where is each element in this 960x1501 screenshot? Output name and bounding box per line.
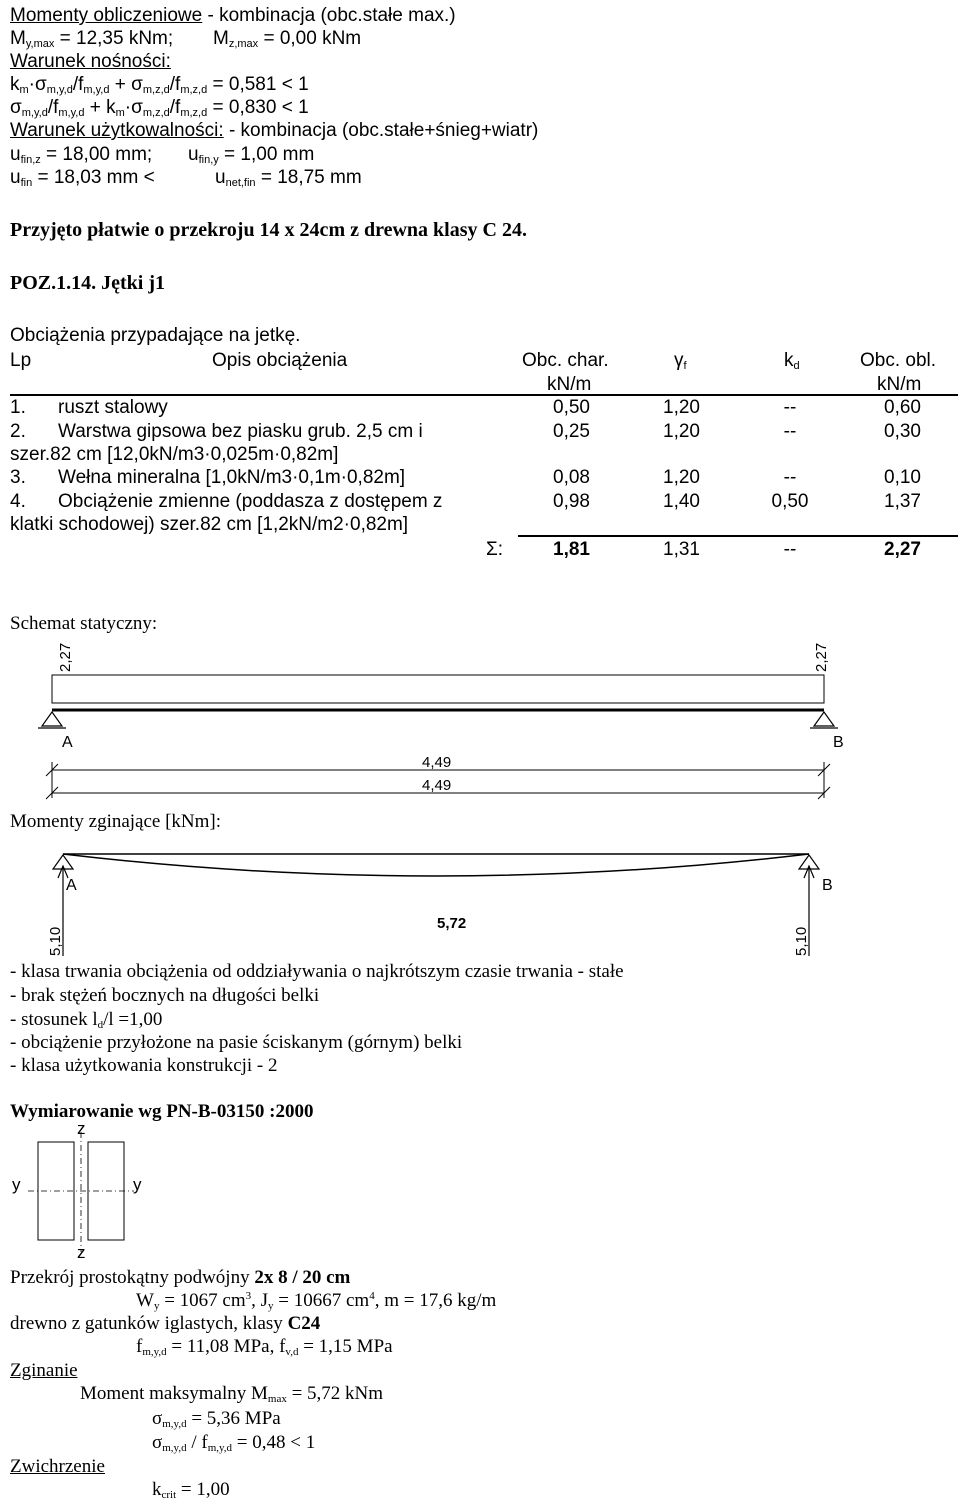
- sum-char: 1,81: [553, 539, 590, 560]
- row-3-gamma: 1,20: [663, 467, 700, 488]
- row-1-kd: --: [783, 397, 797, 418]
- reaction-right-value: 5,10: [793, 926, 810, 956]
- row-1-desc: ruszt stalowy: [58, 397, 168, 418]
- ufin-z-value: = 18,00 mm;: [40, 144, 153, 165]
- ufin-z-line: $u_{fin,z} = 18,00$ mm;: [10, 144, 153, 166]
- support-b-label: B: [833, 734, 844, 751]
- sum-gamma: 1,31: [663, 539, 700, 560]
- load-right-value: 2,27: [813, 642, 830, 672]
- row-2-kd: --: [783, 421, 797, 442]
- row-3-kd: --: [783, 467, 797, 488]
- axis-z-bottom-label: z: [77, 1243, 86, 1262]
- col-kd-symbol: k: [784, 350, 794, 371]
- stress-ratio-line: $\sigma_{m,y,d} / f_{m,y,d} = 0,48 < 1$: [152, 1432, 316, 1454]
- moment-support-a-label: A: [66, 877, 77, 894]
- capacity-heading: Warunek nośności:: [10, 51, 171, 72]
- row-2-lp: 2.: [10, 421, 26, 442]
- row-1-lp: 1.: [10, 397, 26, 418]
- cross-section-drawing: [0, 1118, 220, 1268]
- m-y-max-value: 12,35 kNm;: [76, 28, 174, 49]
- mmax-prefix: Moment maksymalny M: [80, 1383, 268, 1404]
- strength-line: $f_{m,y,d} = 11,08$ MPa, $f_{v,d} = 1,15$ MPa: [136, 1336, 393, 1358]
- row-2-char: 0,25: [553, 421, 590, 442]
- row-4-char: 0,98: [553, 491, 590, 512]
- jy-sub: y: [268, 1300, 274, 1312]
- axis-y-right-label: y: [133, 1175, 142, 1194]
- wy-sub: y: [153, 1300, 160, 1312]
- loads-title: Obciążenia przypadające na jetkę.: [10, 325, 301, 346]
- jy-value: = 10667 cm: [273, 1290, 370, 1311]
- combination-heading-line: [10, 6, 456, 25]
- col-obl: Obc. obl.: [860, 350, 937, 371]
- axis-z-top-label: z: [77, 1119, 86, 1138]
- mmax-sub: max: [267, 1393, 287, 1405]
- ufin-y-line: $u_{fin,y} = 1,00$ mm: [188, 144, 315, 166]
- moment-diagram-drawing: [0, 838, 960, 963]
- dimension-2-value: 4,49: [422, 777, 452, 794]
- row-2-desc: Warstwa gipsowa bez piasku grub. 2,5 cm i: [58, 421, 423, 442]
- row-1-char: 0,50: [553, 397, 590, 418]
- sum-kd: --: [783, 539, 797, 560]
- bending-heading: Zginanie: [10, 1360, 78, 1381]
- m-y-max-line: $M_{y,max} = 12,35$ kNm;: [10, 28, 174, 50]
- row-4-desc-cont: klatki schodowej) szer.82 cm [1,2kN/m2·0,82m]: [10, 514, 409, 535]
- col-kd: [784, 351, 800, 370]
- col-gamma-sub: f: [683, 360, 687, 372]
- section-description: [10, 1268, 350, 1287]
- serviceability-suffix: - kombinacja (obc.stałe+śnieg+wiatr): [223, 120, 539, 141]
- note-2: - brak stężeń bocznych na długości belki: [10, 985, 320, 1006]
- sum-rule: [518, 535, 958, 537]
- note-3-sub: d: [97, 1019, 104, 1031]
- unet-fin-line: $u_{net,fin} = 18,75$ mm: [215, 167, 362, 189]
- scheme-title: Schemat statyczny:: [10, 613, 158, 634]
- ufin-line: $u_{fin} = 18,03$ mm <: [10, 167, 155, 189]
- note-1: - klasa trwania obciążenia od oddziaływania o najkrótszym czasie trwania - stałe: [10, 961, 624, 982]
- col-obl-unit: kN/m: [877, 374, 922, 395]
- row-3-desc: Wełna mineralna [1,0kN/m3·0,1m·0,82m]: [58, 467, 406, 488]
- kcrit-value: = 1,00: [176, 1479, 230, 1500]
- capacity-condition-2: $\sigma_{m,y,d}/f_{m,y,d} + k_m\cdot\sigma_{m,z,d}/f_{m,z,d} = 0,830 < 1$: [10, 97, 309, 119]
- row-3-char: 0,08: [553, 467, 590, 488]
- row-2-gamma: 1,20: [663, 421, 700, 442]
- serviceability-line: [10, 121, 538, 140]
- col-description: Opis obciążenia: [212, 350, 348, 371]
- note-5: - klasa użytkowania konstrukcji - 2: [10, 1055, 278, 1076]
- moment-max-value: 5,72: [437, 915, 467, 932]
- row-2-desc-cont: szer.82 cm [12,0kN/m3·0,025m·0,82m]: [10, 444, 339, 465]
- capacity-condition-2-value: = 0,830 < 1: [207, 97, 309, 118]
- row-1-gamma: 1,20: [663, 397, 700, 418]
- support-b-icon: [810, 712, 838, 728]
- support-a-icon: [38, 712, 66, 728]
- static-scheme-drawing: [0, 630, 960, 800]
- fmyd-value: = 11,08 MPa, f: [166, 1336, 286, 1357]
- fvd-value: = 1,15 MPa: [298, 1336, 393, 1357]
- row-4-kd: 0,50: [771, 491, 809, 512]
- dimension-1-value: 4,49: [422, 754, 452, 771]
- row-4-obl: 1,37: [884, 491, 921, 512]
- note-3-suffix: /l =1,00: [103, 1009, 163, 1030]
- section-prefix: Przekrój prostokątny podwójny: [10, 1267, 255, 1288]
- unet-fin-value: = 18,75 mm: [255, 167, 362, 188]
- wy-value: = 1067 cm: [159, 1290, 246, 1311]
- col-char: Obc. char.: [522, 350, 609, 371]
- wood-class-line: [10, 1314, 320, 1333]
- adopted-section-text: Przyjęto płatwie o przekroju 14 x 24cm z drewna klasy C 24.: [10, 219, 527, 241]
- jy-label: , J: [251, 1290, 269, 1311]
- note-3-prefix: - stosunek l: [10, 1009, 98, 1030]
- wood-class: C24: [287, 1313, 321, 1334]
- sum-obl: 2,27: [884, 539, 921, 560]
- moments-title: Momenty zginające [kNm]:: [10, 811, 222, 832]
- mmax-line: [80, 1384, 383, 1403]
- reaction-left-value: 5,10: [47, 926, 64, 956]
- row-3-lp: 3.: [10, 467, 26, 488]
- stress-ratio-value: = 0,48 < 1: [232, 1432, 316, 1453]
- row-1-obl: 0,60: [884, 397, 921, 418]
- m-z-max-value: 0,00 kNm: [279, 28, 362, 49]
- row-4-lp: 4.: [10, 491, 26, 512]
- sigma-line: $\sigma_{m,y,d} = 5,36$ MPa: [152, 1408, 281, 1430]
- moment-support-b-label: B: [822, 877, 833, 894]
- kcrit-line: $k_{crit} = 1,00$: [152, 1479, 230, 1501]
- row-2-obl: 0,30: [884, 421, 921, 442]
- col-gamma-symbol: γ: [674, 350, 684, 371]
- col-lp: Lp: [10, 350, 32, 371]
- row-3-obl: 0,10: [884, 467, 921, 488]
- table-header-rule: [10, 394, 958, 396]
- position-title: POZ.1.14. Jętki j1: [10, 272, 165, 294]
- lt-buckling-heading: Zwichrzenie: [10, 1456, 105, 1477]
- col-char-unit: kN/m: [547, 374, 592, 395]
- capacity-condition-1: $k_m\cdot\sigma_{m,y,d}/f_{m,y,d} + \sigma_{m,z,d}/f_{m,z,d} = 0,581 < 1$: [10, 74, 309, 96]
- col-gamma: [674, 351, 687, 370]
- wy-label: W: [136, 1290, 154, 1311]
- section-size: 2x 8 / 20 cm: [254, 1267, 351, 1288]
- section-properties: $W_y = 1067$ $cm^3$, $J_y = 10667$ $cm^4$, m = 17,6 kg/m: [136, 1290, 497, 1312]
- moments-heading-suffix: - kombinacja (obc.stałe max.): [202, 5, 456, 26]
- row-4-desc: Obciążenie zmienne (poddasza z dostępem z: [58, 491, 443, 512]
- ufin-value: = 18,03 mm <: [32, 167, 155, 188]
- design-title: Wymiarowanie wg PN-B-03150 :2000: [10, 1101, 314, 1122]
- note-3: [10, 1010, 162, 1029]
- m-z-max-line: $M_{z,max} = 0,00$ kNm: [213, 28, 362, 50]
- axis-y-left-label: y: [12, 1175, 21, 1194]
- moments-heading: Momenty obliczeniowe: [10, 5, 203, 26]
- sum-label: Σ:: [486, 539, 504, 560]
- serviceability-heading: Warunek użytkowalności:: [10, 120, 224, 141]
- moment-curve: [63, 854, 809, 876]
- wood-prefix: drewno z gatunków iglastych, klasy: [10, 1313, 288, 1334]
- mass-value: , m = 17,6 kg/m: [374, 1290, 497, 1311]
- capacity-condition-1-value: = 0,581 < 1: [207, 74, 309, 95]
- ufin-y-value: = 1,00 mm: [218, 144, 315, 165]
- sigma-value: = 5,36 MPa: [186, 1408, 281, 1429]
- load-left-value: 2,27: [57, 642, 74, 672]
- col-kd-sub: d: [793, 360, 800, 372]
- note-4: - obciążenie przyłożone na pasie ściskanym (górnym) belki: [10, 1032, 463, 1053]
- load-area: [52, 675, 824, 703]
- mmax-value: = 5,72 kNm: [286, 1383, 384, 1404]
- row-4-gamma: 1,40: [663, 491, 700, 512]
- support-a-label: A: [62, 734, 73, 751]
